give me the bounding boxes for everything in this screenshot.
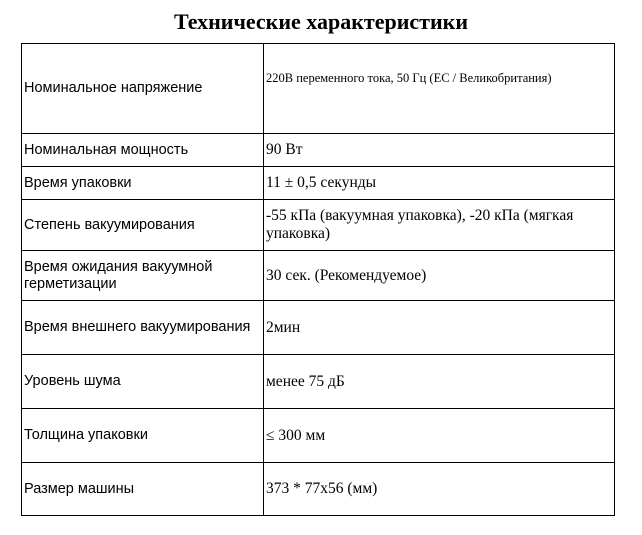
table-row bbox=[22, 167, 615, 200]
spec-label: Номинальная мощность bbox=[22, 134, 264, 167]
table-row bbox=[22, 463, 615, 516]
spec-value: 2мин bbox=[264, 301, 615, 355]
spec-label: Размер машины bbox=[22, 463, 264, 516]
specs-table bbox=[21, 43, 615, 516]
spec-value: 373 * 77х56 (мм) bbox=[264, 463, 615, 516]
spec-value: -55 кПа (вакуумная упаковка), -20 кПа (мягкая упаковка) bbox=[264, 200, 615, 251]
table-row bbox=[22, 200, 615, 251]
spec-label: Время внешнего вакуумирования bbox=[22, 301, 264, 355]
table-row bbox=[22, 251, 615, 301]
table-row bbox=[22, 44, 615, 134]
spec-label: Толщина упаковки bbox=[22, 409, 264, 463]
table-row bbox=[22, 355, 615, 409]
spec-label: Время ожидания вакуумной герметизации bbox=[22, 251, 264, 301]
spec-value: менее 75 дБ bbox=[264, 355, 615, 409]
table-row bbox=[22, 134, 615, 167]
spec-value: ≤ 300 мм bbox=[264, 409, 615, 463]
spec-label: Степень вакуумирования bbox=[22, 200, 264, 251]
spec-label: Уровень шума bbox=[22, 355, 264, 409]
table-row bbox=[22, 409, 615, 463]
table-row bbox=[22, 301, 615, 355]
page-title: Технические характеристики bbox=[173, 9, 469, 34]
spec-value: 220В переменного тока, 50 Гц (ЕС / Великобритания) bbox=[264, 44, 615, 134]
spec-value: 11 ± 0,5 секунды bbox=[264, 167, 615, 200]
spec-value: 90 Вт bbox=[264, 134, 615, 167]
spec-label: Номинальное напряжение bbox=[22, 44, 264, 134]
spec-label: Время упаковки bbox=[22, 167, 264, 200]
spec-value: 30 сек. (Рекомендуемое) bbox=[264, 251, 615, 301]
